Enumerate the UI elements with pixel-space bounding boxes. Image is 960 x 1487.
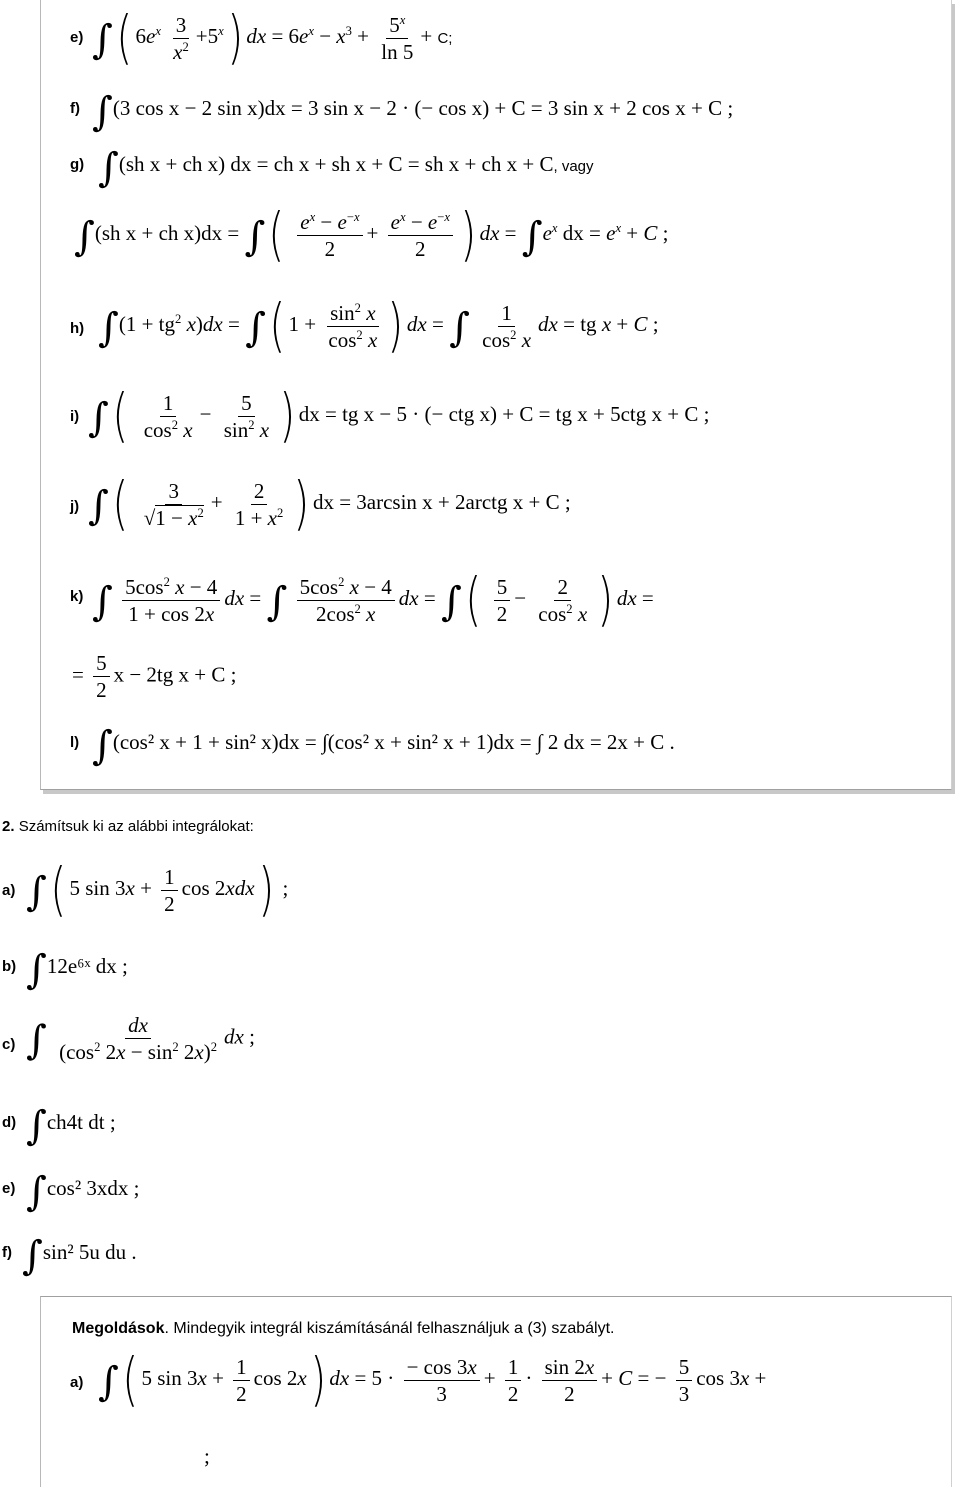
integral-sign: ∫: [440, 579, 462, 625]
integral-sign: ∫: [88, 483, 109, 529]
f-text: (3 cos x − 2 sin x)dx = 3 sin x − 2 · (− cos x) + C = 3 sin x + 2 cos x + C ;: [112, 96, 734, 120]
formula-l: [92, 723, 675, 769]
item-label-f: f): [70, 100, 80, 117]
integral-sign: ∫: [26, 1017, 47, 1064]
item-label-g: g): [70, 156, 85, 173]
exercise-label-e: e): [2, 1180, 16, 1197]
exercise-label-c: c): [2, 1036, 16, 1053]
integral-sign: ∫: [26, 947, 47, 993]
formula-g: [98, 145, 594, 191]
solution-semicolon: ;: [204, 1444, 210, 1468]
item-label-k: k): [70, 588, 84, 605]
exercise-formula-d: [26, 1103, 116, 1149]
integral-sign: ∫: [244, 214, 266, 260]
formula-k2: = $\frac{5}{2}$ x − 2tg x + C ;: [72, 651, 237, 702]
integral-sign: ∫: [22, 1233, 43, 1279]
item-label-h: h): [70, 320, 85, 337]
exercise-heading: [2, 818, 254, 835]
e2-text: cos² 3xdx ;: [46, 1176, 140, 1200]
i-tail: dx = tg x − 5 · (− ctg x) + C = tg x + 5ctg x + C ;: [298, 402, 710, 426]
exercise-label-f: f): [2, 1244, 12, 1261]
integral-sign: ∫: [98, 145, 119, 191]
integral-sign: ∫: [245, 305, 266, 351]
l-text: (cos² x + 1 + sin² x)dx = ∫(cos² x + sin² x + 1)dx = ∫ 2 dx = 2x + C .: [112, 730, 675, 754]
exercise-formula-b: [26, 947, 128, 993]
integral-sign: ∫: [92, 17, 113, 63]
exercise-formula-f: [22, 1233, 137, 1279]
integral-sign: ∫: [92, 89, 113, 135]
g-tail: , vagy: [553, 158, 594, 175]
formula-j: ∫( $\frac{3}{√1 - x^2}$ + $\frac{2}{1 + x^2}$ ) dx = 3arcsin x + 2arctg x + C ;: [88, 469, 571, 537]
integral-sign: ∫: [98, 1359, 119, 1405]
integral-sign: ∫: [26, 1169, 47, 1215]
f2-text: sin² 5u du .: [42, 1240, 137, 1264]
integral-sign: ∫: [521, 214, 543, 260]
item-label-l: l): [70, 734, 80, 751]
solutions-heading: [72, 1320, 614, 1338]
solution-label-a: a): [70, 1374, 84, 1391]
integral-sign: ∫: [92, 579, 113, 625]
b-text: 12e⁶ˣ dx ;: [46, 954, 128, 978]
item-label-j: j): [70, 498, 80, 515]
formula-e: ∫( $6e^x$ $\frac{3}{x^2}$ $+5^x$) dx = $6e^x - x^3$ + $\frac{5^x}{\ln 5}$ + C;: [92, 3, 453, 71]
g2-text: (sh x + ch x)dx =: [94, 221, 240, 245]
formula-h: $\int(1 + tg^2$ x)dx = ∫( 1 + $\frac{\sin^2 x}{\cos^2 x}$ ) dx = ∫ $\frac{1}{\cos^2 x}$ dx = tg x + C ;: [98, 291, 659, 359]
k2-text: x − 2tg x + C ;: [113, 662, 237, 687]
integral-sign: ∫: [266, 579, 288, 625]
integral-sign: ∫: [26, 1103, 47, 1149]
formula-g2: ∫(sh x + ch x)dx = ∫( $\frac{e^x - e^{-x}}{2}$ + $\frac{e^x - e^{-x}}{2}$ ) dx = $\int e^x$ dx = $e^x + C$ ;: [74, 200, 669, 268]
formula-k: ∫ $\frac{5\cos^2 x - 4}{1 + \cos 2x}$ dx = ∫ $\frac{5\cos^2 x - 4}{2\cos^2 x}$ dx = ∫( $\frac{5}{2}$ − $\frac{2}{\cos^2 x}$ ) dx =: [92, 565, 654, 633]
item-label-i: i): [70, 408, 80, 425]
d-text: ch4t dt ;: [46, 1110, 116, 1134]
solutions-text: . Mindegyik integrál kiszámításánál felhasználjuk a (3) szabályt.: [164, 1320, 615, 1337]
exercise-label-a: a): [2, 882, 16, 899]
integral-sign: ∫: [92, 723, 113, 769]
formula-i: ∫( $\frac{1}{\cos^2 x}$ − $\frac{5}{\sin^2 x}$ ) dx = tg x − 5 · (− ctg x) + C = tg x + 5ctg x + C ;: [88, 381, 710, 449]
exercise-number: 2.: [2, 818, 15, 835]
j-tail: dx = 3arcsin x + 2arctg x + C ;: [312, 490, 571, 514]
solution-formula-a: ∫( 5 sin 3x + $\frac{1}{2}$ cos 2x) dx = 5 · $\frac{- \cos 3x}{3}$ + $\frac{1}{2}$ · $\frac{\sin 2x}{2}$ + C = − $\frac{5}{3}$ cos 3x +: [98, 1345, 767, 1413]
e-tail: C;: [437, 30, 453, 47]
formula-f: [92, 89, 734, 135]
exercise-formula-e: [26, 1169, 140, 1215]
exercise-formula-c: ∫ $\frac{dx}{(\cos^2 2x - \sin^2 2x)^2}$ dx ;: [26, 1013, 255, 1064]
integral-sign: ∫: [88, 395, 109, 441]
exercise-label-d: d): [2, 1114, 17, 1131]
item-label-e: e): [70, 29, 84, 46]
exercise-formula-a: ∫( 5 sin 3x + $\frac{1}{2}$ cos 2xdx) ;: [26, 855, 289, 923]
integral-sign: ∫: [98, 305, 119, 351]
exercise-label-b: b): [2, 958, 17, 975]
integral-sign: ∫: [74, 214, 95, 260]
integral-sign: ∫: [26, 869, 47, 915]
solutions-title: Megoldások: [72, 1320, 165, 1337]
integral-sign: ∫: [449, 305, 470, 351]
exercise-title: Számítsuk ki az alábbi integrálokat:: [18, 818, 254, 835]
g-text: (sh x + ch x) dx = ch x + sh x + C = sh x + ch x + C: [118, 152, 554, 176]
